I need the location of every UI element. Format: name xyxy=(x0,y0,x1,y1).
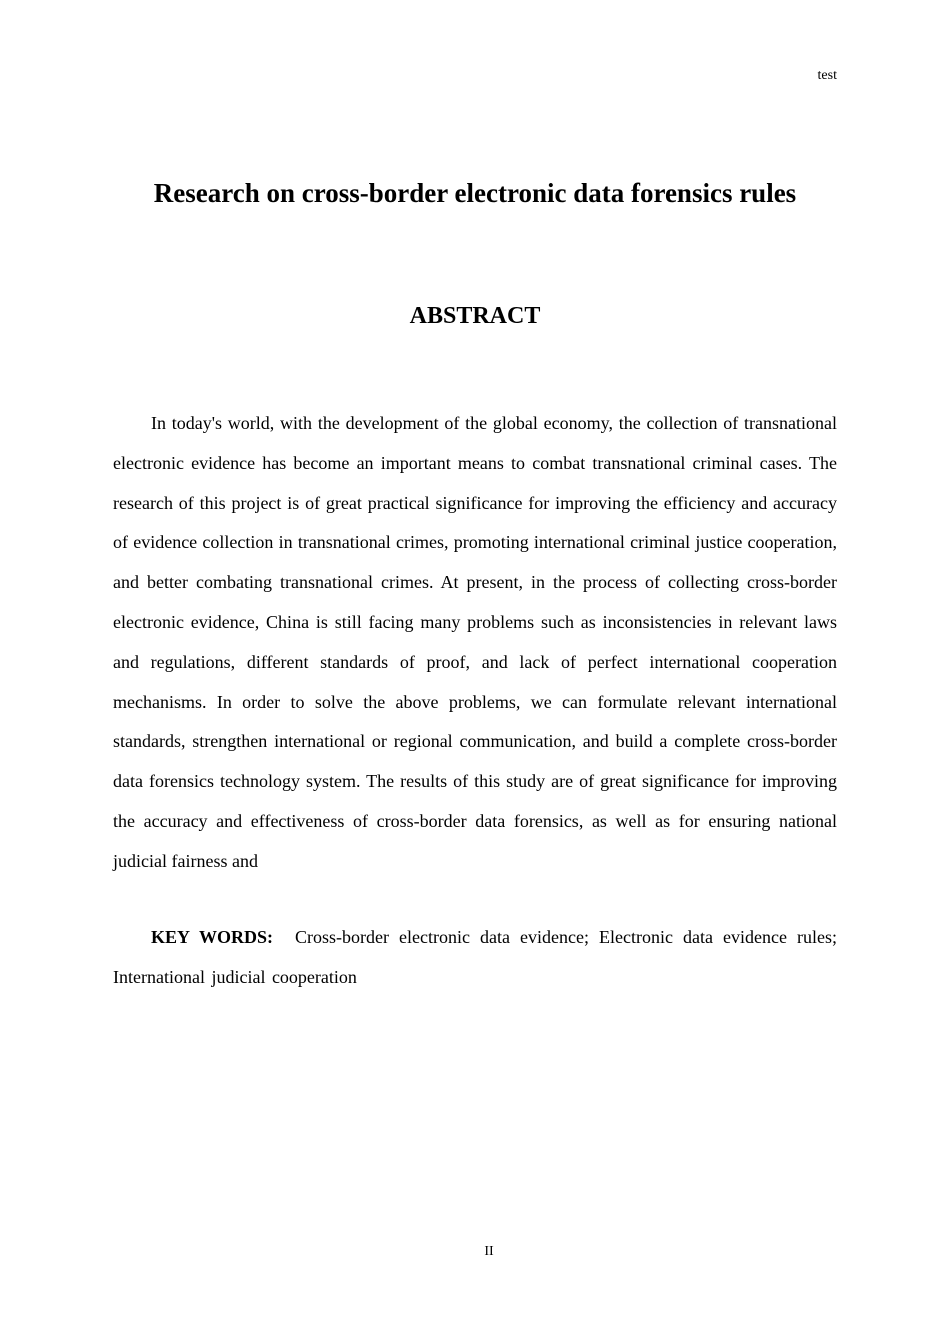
abstract-heading: ABSTRACT xyxy=(409,303,541,329)
abstract-paragraph: In today's world, with the development of the global economy, the collection of transnational electronic evidence has become an important means to combat transnational criminal cases. The research of this project is of great practical significance for improving the efficiency and accuracy of evidence collection in transnational crimes, promoting international criminal justice cooperation, and better combating transnational crimes. At present, in the process of collecting cross-border electronic evidence, China is still facing many problems such as inconsistencies in relevant laws and regulations, different standards of proof, and lack of perfect international cooperation mechanisms. In order to solve the above problems, we can formulate relevant international standards, strengthen international or regional communication, and build a complete cross-border data forensics technology system. The results of this study are of great significance for improving the accuracy and effectiveness of cross-border data forensics, as well as for ensuring national judicial fairness and xyxy=(113,413,837,871)
document-title: Research on cross-border electronic data forensics rules xyxy=(153,178,797,208)
page-number: II xyxy=(484,1244,494,1259)
keywords-label: KEY WORDS: xyxy=(151,927,274,947)
keywords-paragraph xyxy=(113,917,837,997)
keywords-list: Cross-border electronic data evidence; Electronic data evidence rules; International judicial cooperation xyxy=(113,927,837,987)
page-header: test xyxy=(817,68,837,83)
